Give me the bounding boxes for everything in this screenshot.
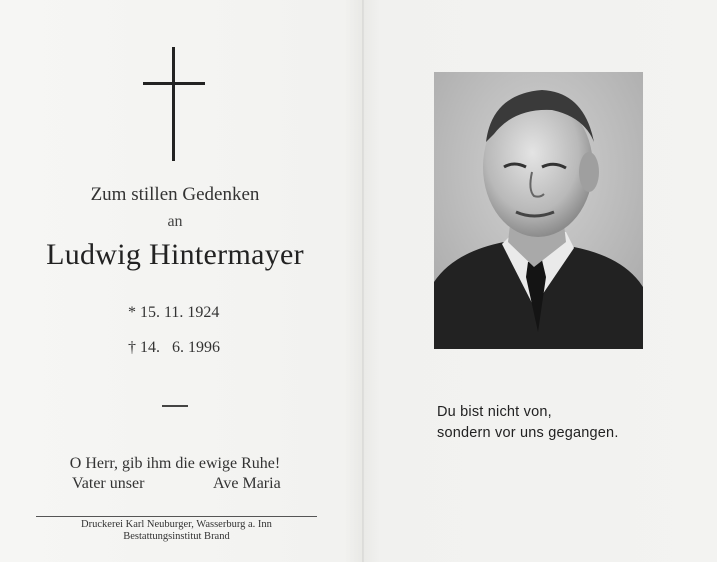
quote-text (437, 402, 619, 444)
quote-line-1: Du bist nicht von, (437, 404, 552, 420)
prayer-ave-maria: Ave Maria (213, 475, 281, 492)
memorial-heading: Zum stillen Gedenken (90, 184, 260, 205)
cross-icon-vertical (172, 47, 175, 161)
divider-dash (162, 405, 188, 407)
connector-text: an (167, 213, 183, 230)
footer-rule (36, 516, 317, 517)
printer-credit (36, 519, 317, 543)
death-date: † 14. 6. 1996 (128, 339, 220, 356)
prayer-text: O Herr, gib ihm die ewige Ruhe! (69, 455, 281, 472)
printer-line-1: Druckerei Karl Neuburger, Wasserburg a. Inn (81, 519, 272, 530)
portrait-photo (434, 72, 643, 349)
birth-date: * 15. 11. 1924 (128, 304, 220, 321)
right-panel (364, 0, 717, 562)
cross-icon-horizontal (143, 82, 205, 85)
portrait-illustration (434, 72, 643, 349)
printer-line-2: Bestattungsinstitut Brand (123, 531, 230, 542)
quote-line-2: sondern vor uns gegangen. (437, 425, 619, 441)
deceased-name: Ludwig Hintermayer (46, 238, 304, 271)
prayer-vater-unser: Vater unser (72, 475, 145, 492)
